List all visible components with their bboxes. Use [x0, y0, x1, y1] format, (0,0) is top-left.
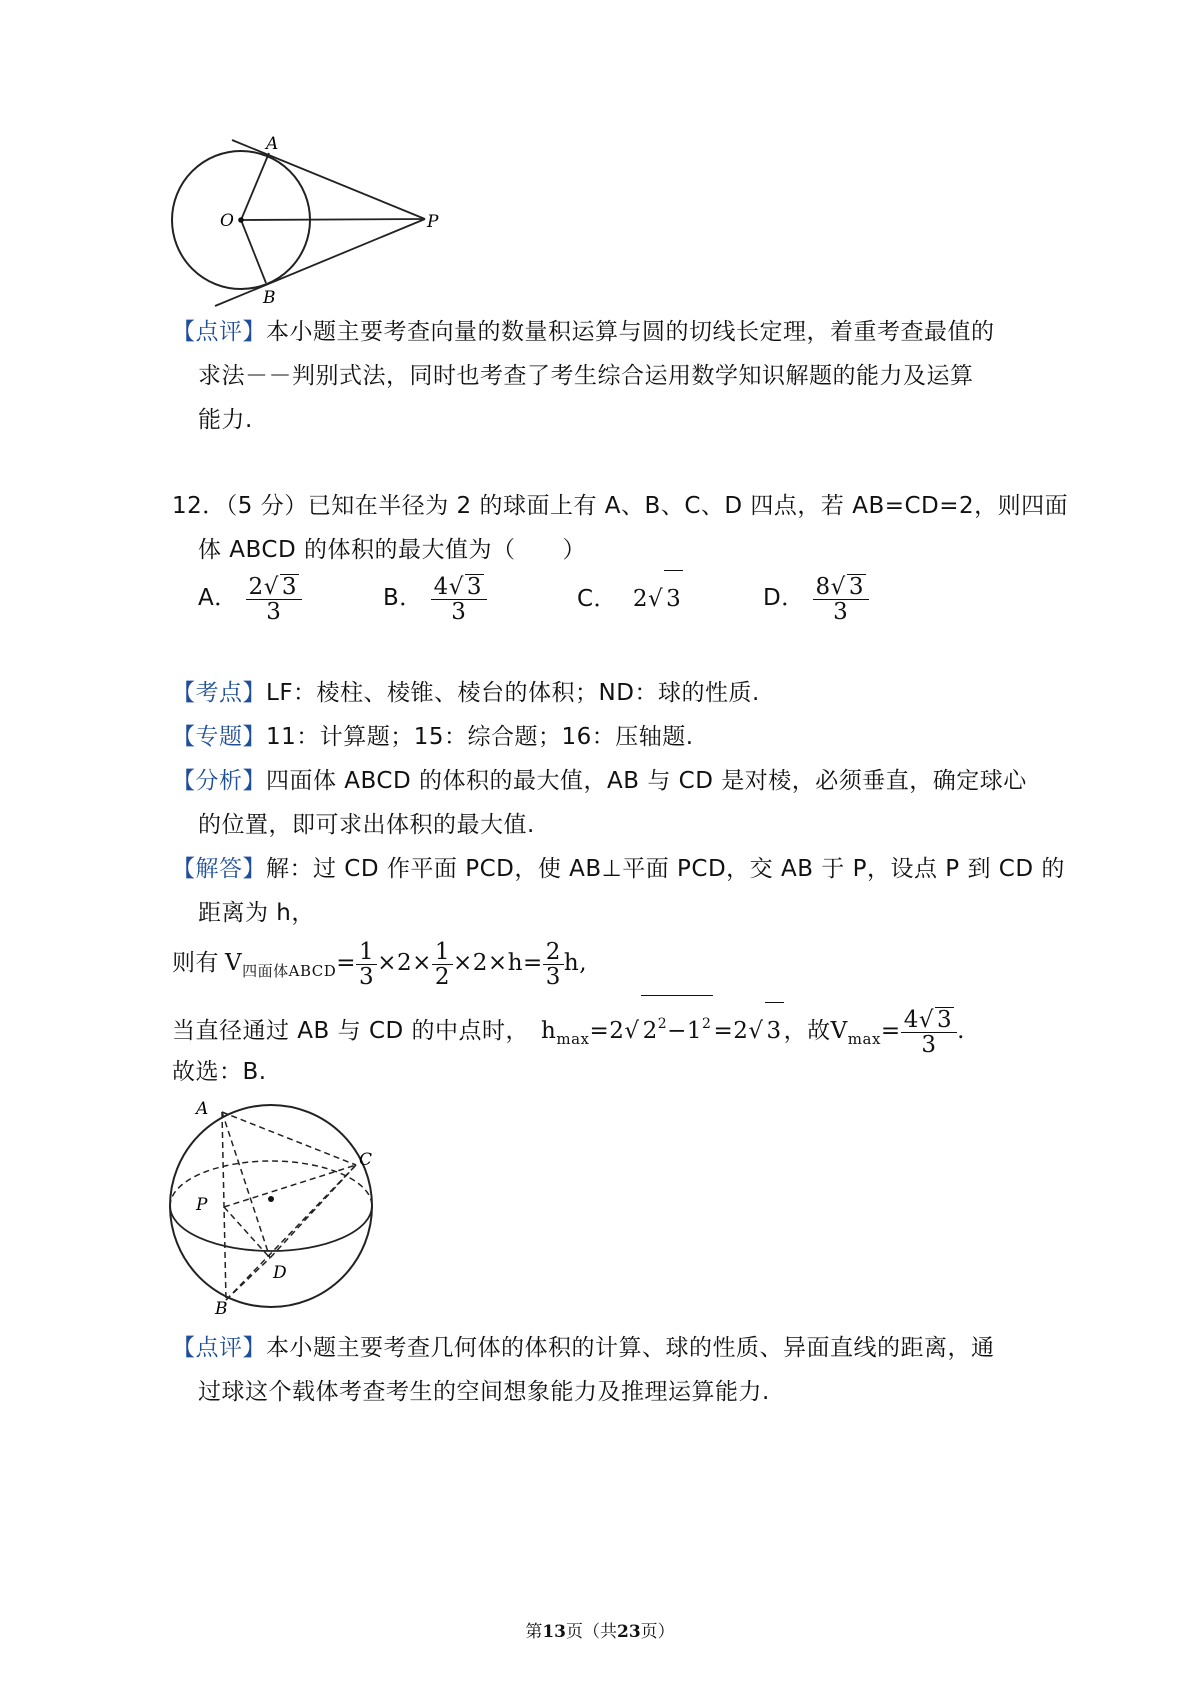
- fenxi-tag: 【分析】: [172, 768, 266, 794]
- fenxi-line1: 【分析】四面体 ABCD 的体积的最大值，AB 与 CD 是对棱，必须垂直，确定球心: [172, 768, 1027, 794]
- label-c: C: [359, 1150, 373, 1170]
- jieda-line2: 距离为 h，: [198, 900, 315, 926]
- label-o: O: [220, 211, 234, 231]
- fenxi-line2: 的位置，即可求出体积的最大值.: [198, 812, 535, 838]
- tangent-circle-figure: [170, 130, 470, 315]
- jieda-line1: 【解答】解：过 CD 作平面 PCD，使 AB⊥平面 PCD，交 AB 于 P，设点 P 到 CD 的: [172, 856, 1065, 882]
- zhuanti-line: 【专题】11：计算题；15：综合题；16：压轴题.: [172, 724, 694, 750]
- sphere-tetrahedron-figure: [160, 1095, 390, 1320]
- option-a[interactable]: A． $\frac{2√ 3}{3}$: [198, 570, 302, 626]
- label-b: B: [215, 1299, 228, 1319]
- option-b[interactable]: B． $\frac{4√ 3}{3}$: [383, 570, 487, 626]
- question-line1: 12．（5 分）已知在半径为 2 的球面上有 A、B、C、D 四点，若 AB=CD=2，则四面: [172, 493, 1069, 519]
- review1-line2: 求法－－判别式法，同时也考查了考生综合运用数学知识解题的能力及运算: [198, 363, 974, 389]
- page-total: 23: [617, 1622, 641, 1642]
- review2-line2: 过球这个载体考查考生的空间想象能力及推理运算能力.: [198, 1379, 770, 1405]
- review1-line3: 能力.: [198, 407, 253, 433]
- review1-tag: 【点评】: [172, 319, 266, 345]
- label-a: A: [266, 134, 279, 154]
- label-b: B: [263, 288, 276, 308]
- question-line2: 体 ABCD 的体积的最大值为（ ）: [198, 537, 587, 563]
- option-d[interactable]: D． $\frac{8√ 3}{3}$: [763, 570, 869, 626]
- option-c[interactable]: C． 2√ 3: [577, 570, 683, 627]
- kaodian-line: 【考点】LF：棱柱、棱锥、棱台的体积；ND：球的性质.: [172, 680, 760, 706]
- label-a: A: [196, 1099, 209, 1119]
- question-score: （5 分）: [225, 493, 308, 519]
- volume-formula: 则有 $V_{四面体ABCD}=$ $\frac{1}{3}$ ×2× $\frac{1}{2}$ ×2×h= $\frac{2}{3}$ h,: [172, 938, 588, 990]
- page-footer: 第13页（共23页）: [525, 1622, 675, 1642]
- label-d: D: [273, 1263, 287, 1283]
- kaodian-tag: 【考点】: [172, 680, 266, 706]
- question-number: 12．: [172, 493, 226, 519]
- zhuanti-tag: 【专题】: [172, 724, 266, 750]
- jieda-answer: 故选：B.: [172, 1059, 267, 1085]
- jieda-tag: 【解答】: [172, 856, 266, 882]
- label-p: P: [196, 1195, 208, 1215]
- review1-line1: 【点评】本小题主要考查向量的数量积运算与圆的切线长定理，着重考查最值的: [172, 319, 995, 345]
- review2-line1: 【点评】本小题主要考查几何体的体积的计算、球的性质、异面直线的距离，通: [172, 1335, 995, 1361]
- label-p: P: [427, 212, 439, 232]
- page-number: 13: [542, 1622, 566, 1642]
- review2-tag: 【点评】: [172, 1335, 266, 1361]
- hmax-formula: 当直径通过 AB 与 CD 的中点时， $h_{max}=2√$ $2^2-1^2=2√$ 3，故$V_{max}=$ $\frac{4√ 3}{3}$ .: [172, 995, 965, 1067]
